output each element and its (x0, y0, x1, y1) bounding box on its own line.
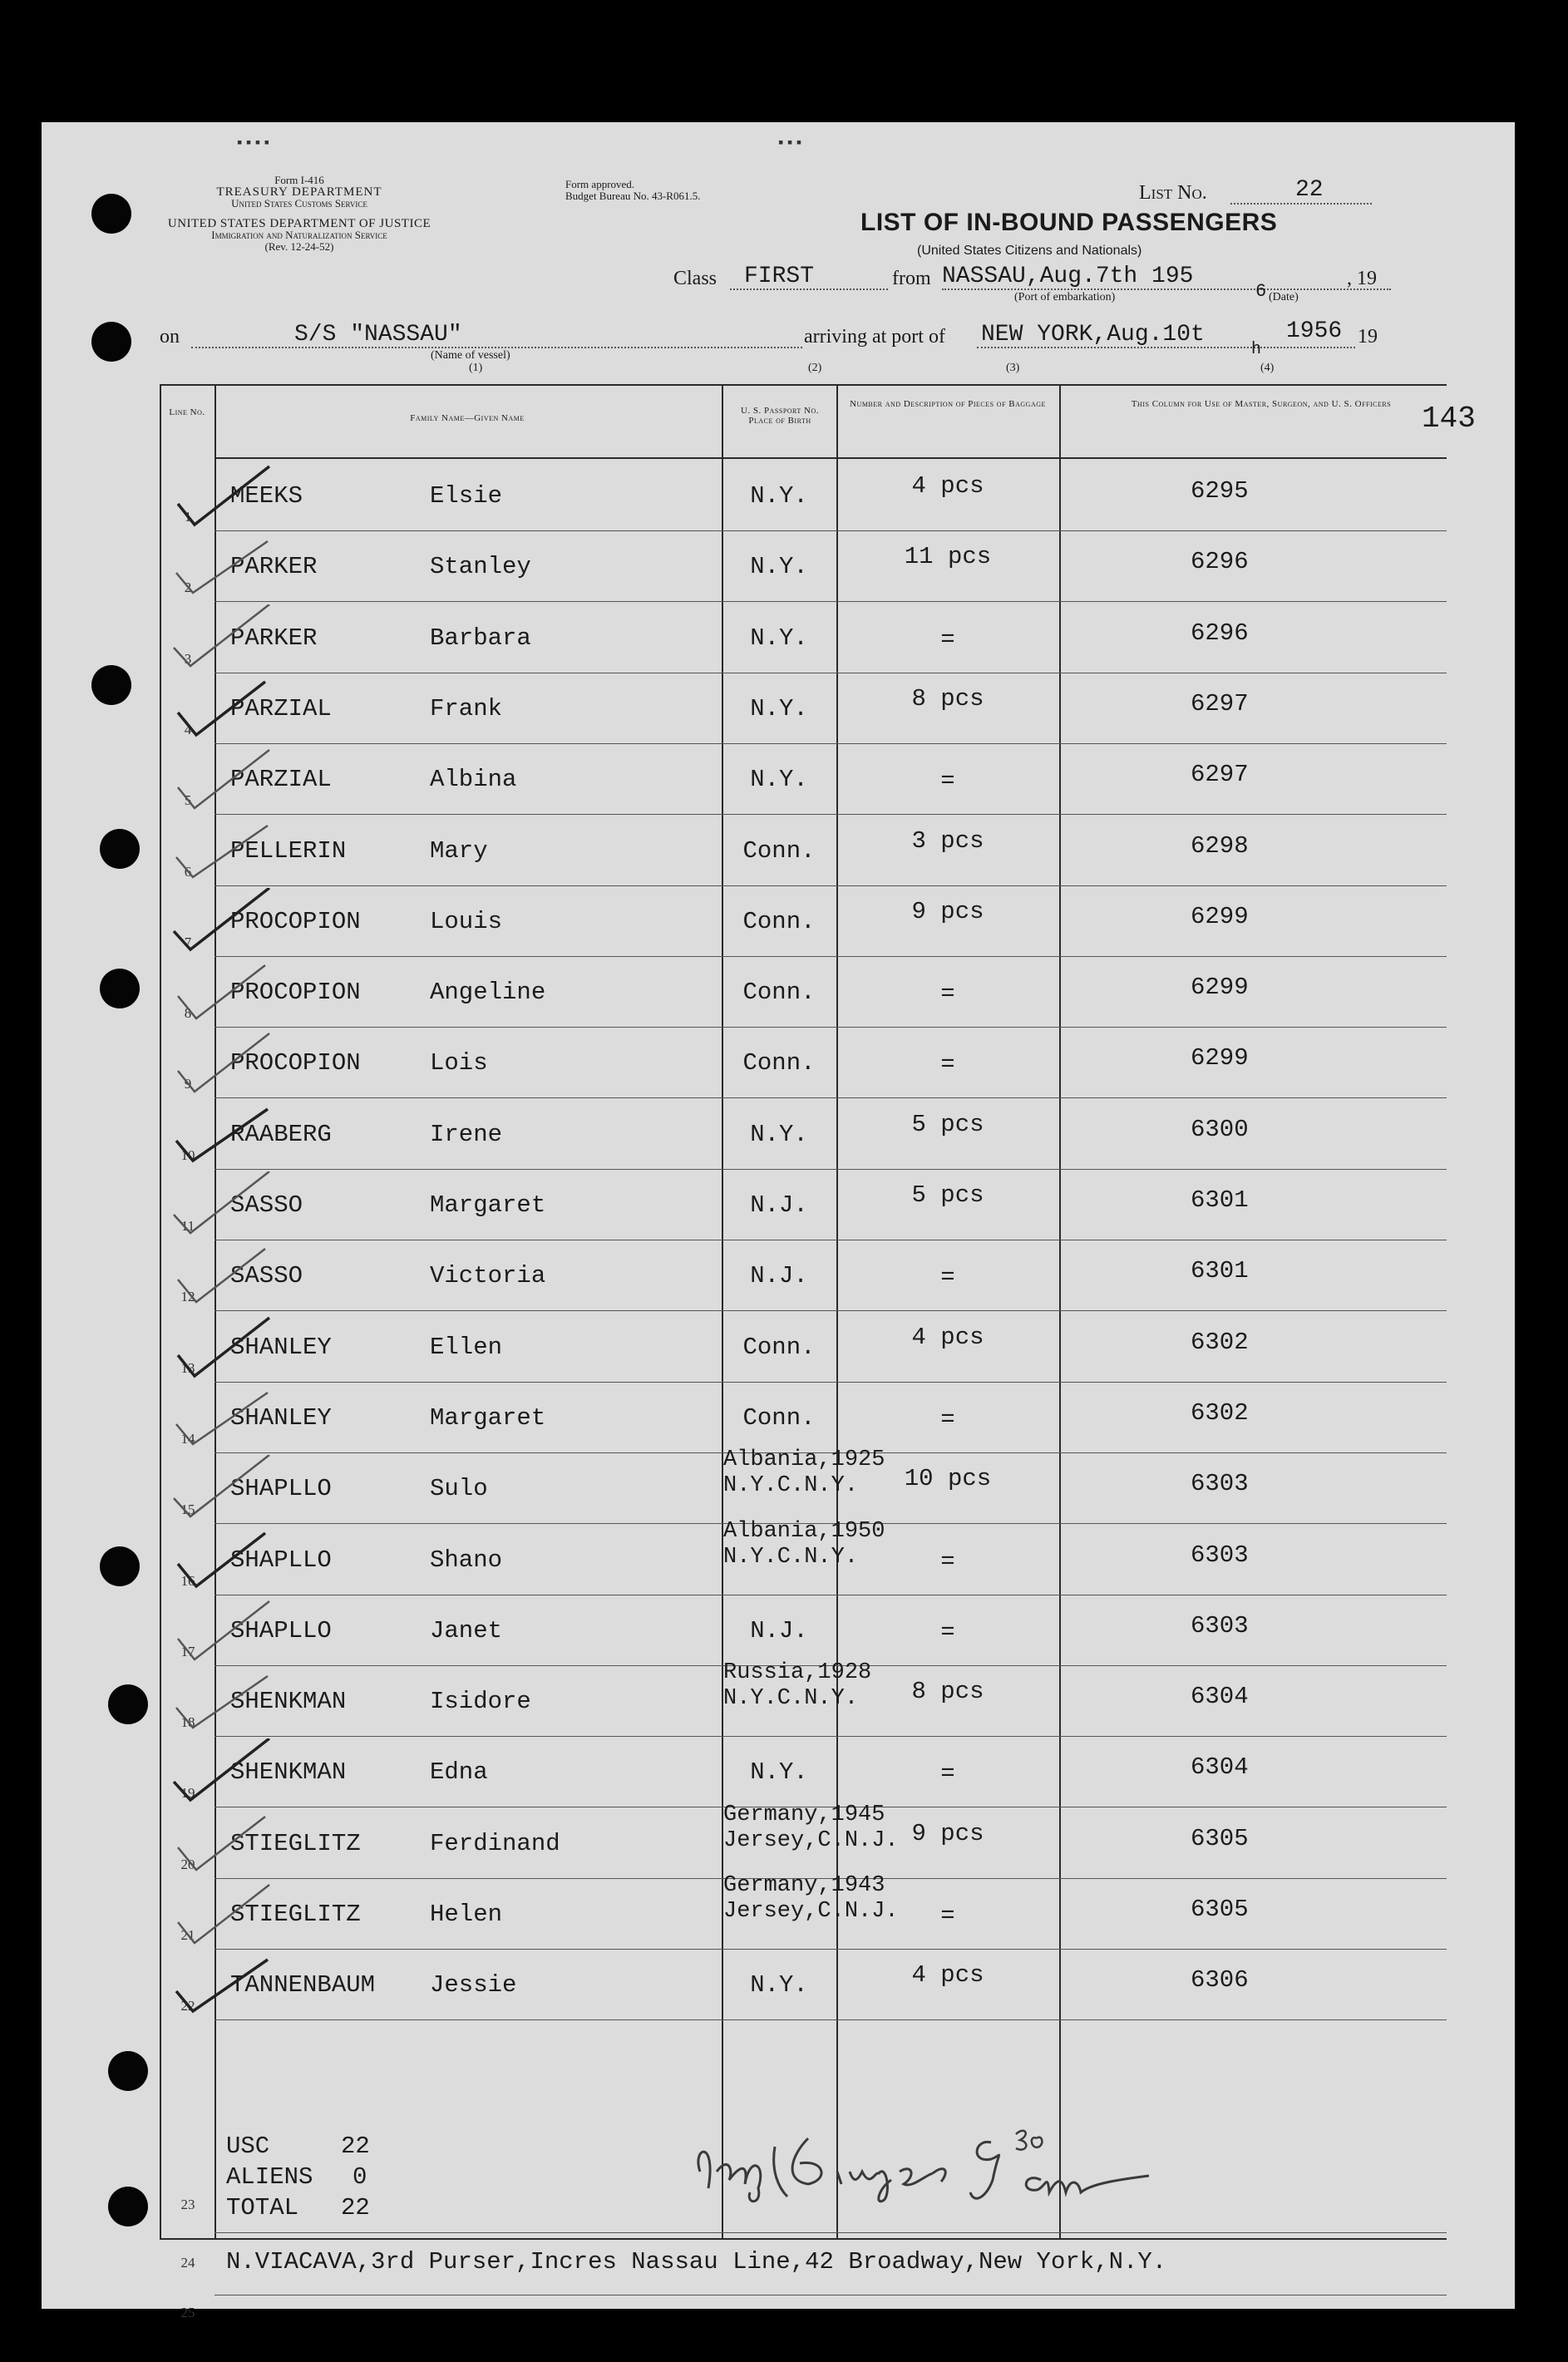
arrival-year: 1956 (1286, 318, 1343, 344)
birth-place: N.Y. (750, 694, 808, 722)
arrival-h: h (1251, 340, 1262, 359)
given-name: Angeline (430, 979, 546, 1007)
check-mark (170, 1242, 294, 1309)
aliens-label: ALIENS (226, 2163, 313, 2191)
line-number: 14 (180, 1430, 195, 1447)
justice-dept: UNITED STATES DEPARTMENT OF JUSTICE (167, 217, 431, 230)
punch-hole (100, 969, 140, 1008)
table-row (160, 673, 1447, 744)
usc-count: 22 (341, 2133, 370, 2160)
class-value: FIRST (744, 264, 815, 289)
birth-place: Germany,1943 (723, 1873, 885, 1898)
check-mark (170, 462, 294, 529)
header-officers: This Column for Use of Master, Surgeon, and U. S. Officers (1131, 399, 1392, 409)
from-value: NASSAU,Aug.7th 195 (942, 264, 1194, 289)
baggage: 5 pcs (911, 1181, 984, 1209)
check-mark (170, 1668, 294, 1734)
baggage: 4 pcs (911, 1323, 984, 1351)
baggage: = (940, 1547, 955, 1575)
line-number: 8 (184, 1005, 192, 1022)
officer-number: 6295 (1191, 477, 1249, 505)
family-name: TANNENBAUM (230, 1971, 376, 2000)
birth-place: N.J. (750, 1616, 808, 1645)
check-mark (170, 1455, 294, 1521)
check-mark (170, 1951, 294, 2018)
punch-hole (108, 1684, 148, 1724)
given-name: Helen (430, 1901, 503, 1928)
passenger-table (160, 384, 1447, 2320)
baggage: 9 pcs (911, 1819, 984, 1847)
officer-number: 6302 (1191, 1328, 1249, 1356)
punch-hole (108, 2187, 148, 2226)
line-number: 11 (180, 1218, 195, 1234)
arrival-port-date: NEW YORK,Aug.10t (981, 322, 1205, 348)
table-row (160, 531, 1447, 602)
list-no-rule (1230, 203, 1372, 205)
officer-number: 6301 (1191, 1186, 1249, 1214)
officer-number: 6304 (1191, 1683, 1249, 1711)
baggage: 5 pcs (911, 1110, 984, 1138)
date-caption: (Date) (1269, 291, 1299, 303)
header-line-no: Line No. (169, 407, 205, 417)
vessel-rule (191, 347, 802, 348)
given-name: Frank (430, 694, 503, 722)
officer-number: 6298 (1191, 831, 1249, 860)
line-number: 17 (180, 1643, 195, 1659)
row-rule (214, 2232, 1447, 2233)
from-year-label: , 19 (1347, 268, 1377, 289)
officer-number: 6301 (1191, 1257, 1249, 1285)
treasury-dept: TREASURY DEPARTMENT (216, 185, 382, 199)
line-number: 4 (184, 721, 192, 737)
officer-number: 6299 (1191, 974, 1249, 1002)
given-name: Shano (430, 1546, 503, 1574)
officer-number: 6302 (1191, 1398, 1249, 1427)
arriving-label: arriving at port of (804, 326, 945, 348)
check-mark (170, 817, 294, 884)
family-name: SHAPLLO (230, 1546, 332, 1574)
family-name: PARZIAL (230, 766, 332, 794)
from-label: from (892, 268, 931, 289)
table-top-rule (160, 384, 1447, 386)
line-number: 15 (180, 1502, 195, 1518)
officer-number: 6304 (1191, 1753, 1249, 1782)
baggage: 4 pcs (911, 1961, 984, 1990)
baggage: = (940, 1618, 955, 1646)
form-approved (565, 179, 700, 202)
birth-place: N.Y. (750, 766, 808, 794)
revision: (Rev. 12-24-52) (264, 240, 334, 253)
given-name: Lois (430, 1049, 488, 1077)
birth-place: N.Y. (750, 1758, 808, 1787)
on-label: on (160, 326, 180, 348)
given-name: Barbara (430, 624, 531, 652)
given-name: Ferdinand (430, 1829, 560, 1857)
given-name: Victoria (430, 1262, 546, 1290)
birth-place: Conn. (742, 907, 816, 935)
punch-hole (108, 2051, 148, 2091)
table-row (160, 1950, 1447, 2020)
birth-place: Conn. (742, 836, 816, 865)
punch-hole (91, 322, 131, 362)
birth-place-line2: Jersey,C.N.J. (723, 1899, 899, 1924)
total-count: 22 (341, 2194, 370, 2221)
line-number: 21 (180, 1927, 195, 1943)
birth-place: N.Y. (750, 1120, 808, 1148)
col-ref-4: (4) (1260, 362, 1275, 374)
table-row (160, 1028, 1447, 1098)
baggage: = (940, 1405, 955, 1433)
check-mark (170, 604, 294, 671)
line-number: 5 (184, 792, 192, 809)
given-name: Jessie (430, 1971, 517, 2000)
birth-place-line2: N.Y.C.N.Y. (723, 1544, 859, 1570)
birth-place: Conn. (742, 1403, 816, 1432)
birth-place-line2: Jersey,C.N.J. (723, 1827, 899, 1853)
family-name: RAABERG (230, 1120, 332, 1148)
budget-text: Budget Bureau No. 43-R061.5. (565, 190, 701, 202)
officer-number: 6300 (1191, 1115, 1249, 1143)
table-row (160, 1240, 1447, 1311)
birth-place-line2: N.Y.C.N.Y. (723, 1686, 859, 1712)
inspector-signature (683, 2113, 1149, 2213)
table-row (160, 1518, 1447, 1595)
officer-number: 6305 (1191, 1896, 1249, 1923)
check-mark (170, 1101, 294, 1167)
family-name: SHAPLLO (230, 1616, 332, 1645)
header-passport: U. S. Passport No. Place of Birth (740, 406, 820, 426)
family-name: SHANLEY (230, 1403, 332, 1432)
table-row (160, 1737, 1447, 1807)
family-name: PELLERIN (230, 836, 347, 865)
birth-place: N.Y. (750, 1971, 808, 2000)
table-row (160, 1802, 1447, 1879)
baggage: = (940, 1902, 955, 1930)
punch-hole (100, 1546, 140, 1586)
customs-service: United States Customs Service (231, 197, 367, 210)
given-name: Albina (430, 766, 517, 794)
birth-place: N.Y. (750, 482, 808, 510)
table-row (160, 1383, 1447, 1453)
officer-number: 6306 (1191, 1966, 1249, 1995)
punch-hole (100, 829, 140, 869)
manifest-page (42, 122, 1515, 2320)
class-label: Class (673, 268, 717, 289)
table-bottom-rule (160, 2238, 1447, 2240)
family-name: PROCOPION (230, 1049, 361, 1077)
table-row (160, 957, 1447, 1028)
check-mark (170, 1597, 294, 1664)
baggage: 10 pcs (904, 1465, 992, 1493)
line-number: 7 (184, 934, 192, 950)
vessel-caption: (Name of vessel) (431, 349, 510, 362)
baggage: = (940, 1051, 955, 1079)
given-name: Louis (430, 907, 503, 935)
arrival-year-label: 19 (1358, 326, 1378, 348)
birth-place: Conn. (742, 979, 816, 1007)
given-name: Elsie (430, 482, 503, 510)
line-number: 2 (184, 579, 192, 596)
officer-number: 6303 (1191, 1611, 1249, 1640)
officer-number: 6297 (1191, 761, 1249, 789)
from-year-suffix: 6 (1255, 281, 1267, 302)
line-number: 16 (180, 1572, 195, 1589)
page-subtitle: (United States Citizens and Nationals) (917, 244, 1142, 258)
given-name: Irene (430, 1120, 503, 1148)
page-number: 143 (1422, 402, 1476, 436)
agency-block (150, 175, 449, 253)
baggage: 8 pcs (911, 684, 984, 713)
given-name: Mary (430, 836, 488, 865)
baggage: 9 pcs (911, 897, 984, 925)
given-name: Stanley (430, 553, 531, 581)
check-mark (170, 746, 294, 812)
table-row (160, 1099, 1447, 1170)
officer-number: 6299 (1191, 902, 1249, 930)
approved-text: Form approved. (565, 178, 635, 190)
birth-place: Albania,1950 (723, 1518, 885, 1544)
check-mark (170, 533, 294, 599)
table-row (160, 1170, 1447, 1240)
officer-number: 6296 (1191, 548, 1249, 576)
baggage: = (940, 1264, 955, 1292)
line-number: 22 (180, 1998, 195, 2014)
line-number: 24 (180, 2255, 195, 2271)
check-mark (170, 888, 294, 954)
punch-hole (91, 194, 131, 234)
check-mark (170, 1314, 294, 1380)
baggage: 11 pcs (904, 543, 992, 571)
baggage: 4 pcs (911, 472, 984, 500)
check-mark (170, 1171, 294, 1238)
given-name: Sulo (430, 1475, 488, 1503)
birth-place: Albania,1925 (723, 1447, 885, 1473)
table-row (160, 1447, 1447, 1524)
table-row (160, 603, 1447, 673)
table-row (160, 886, 1447, 957)
ins-service: Immigration and Naturalization Service (211, 229, 387, 241)
line-number: 20 (180, 1856, 195, 1872)
form-number: Form I-416 (274, 174, 324, 186)
family-name: PROCOPION (230, 979, 361, 1007)
line-number: 23 (180, 2197, 195, 2212)
top-marks: ▪ ▪ ▪ ▪ ▪ ▪ ▪ (237, 134, 802, 150)
officer-number: 6305 (1191, 1824, 1249, 1852)
given-name: Margaret (430, 1191, 546, 1219)
family-name: SHENKMAN (230, 1688, 347, 1716)
page-title: LIST OF IN-BOUND PASSENGERS (860, 209, 1278, 236)
given-name: Ellen (430, 1333, 503, 1361)
aliens-count: 0 (353, 2163, 367, 2191)
table-row (160, 744, 1447, 815)
baggage: 8 pcs (911, 1678, 984, 1706)
line-number: 10 (180, 1146, 195, 1163)
table-row (160, 1595, 1447, 1666)
line-number: 12 (180, 1289, 195, 1305)
purser-line: N.VIACAVA,3rd Purser,Incres Nassau Line,42 Broadway,New York,N.Y. (226, 2248, 1167, 2276)
header-name: Family Name—Given Name (410, 413, 525, 423)
birth-place: Germany,1945 (723, 1802, 885, 1827)
line-number: 3 (184, 650, 192, 667)
table-row (160, 1873, 1447, 1950)
table-row (160, 461, 1447, 531)
family-name: PARKER (230, 624, 318, 652)
given-name: Margaret (430, 1403, 546, 1432)
family-name: PARKER (230, 553, 318, 581)
family-name: PARZIAL (230, 694, 332, 722)
family-name: SASSO (230, 1191, 303, 1219)
baggage: = (940, 1760, 955, 1788)
given-name: Isidore (430, 1688, 531, 1716)
line-number: 1 (184, 509, 192, 525)
list-no-label: List No. (1139, 182, 1207, 204)
line-number: 13 (180, 1359, 195, 1376)
check-mark (170, 1738, 294, 1805)
family-name: STIEGLITZ (230, 1829, 361, 1857)
baggage: = (940, 767, 955, 796)
check-mark (170, 1881, 294, 1947)
birth-place: Conn. (742, 1333, 816, 1361)
row-rule (214, 2019, 1447, 2020)
officer-number: 6297 (1191, 689, 1249, 717)
baggage: 3 pcs (911, 826, 984, 855)
table-row (160, 816, 1447, 886)
line-number: 18 (180, 1714, 195, 1731)
officer-number: 6303 (1191, 1470, 1249, 1498)
check-mark (170, 675, 294, 742)
given-name: Janet (430, 1616, 503, 1645)
given-name: Edna (430, 1758, 488, 1787)
header-baggage: Number and Description of Pieces of Baggage (850, 399, 1046, 409)
family-name: SHANLEY (230, 1333, 332, 1361)
line-number: 25 (180, 2305, 195, 2320)
officer-number: 6303 (1191, 1541, 1249, 1569)
col-ref-3: (3) (1006, 362, 1020, 374)
check-mark (170, 1810, 294, 1876)
family-name: MEEKS (230, 482, 303, 510)
total-label: TOTAL (226, 2194, 299, 2221)
birth-place: N.Y. (750, 553, 808, 581)
col-ref-1: (1) (469, 362, 483, 374)
officer-number: 6299 (1191, 1044, 1249, 1073)
family-name: SHAPLLO (230, 1475, 332, 1503)
vessel-name: S/S "NASSAU" (294, 322, 462, 348)
birth-place: N.Y. (750, 624, 808, 652)
baggage: = (940, 625, 955, 653)
port-caption: (Port of embarkation) (1014, 291, 1116, 303)
line-number: 9 (184, 1076, 192, 1092)
signature-text: Insp Singer 9 30 am (683, 2113, 691, 2114)
header-rule (214, 457, 1447, 459)
col-ref-2: (2) (808, 362, 822, 374)
family-name: PROCOPION (230, 907, 361, 935)
birth-place: N.J. (750, 1262, 808, 1290)
check-mark (170, 1384, 294, 1451)
birth-place: Russia,1928 (723, 1660, 872, 1686)
check-mark (170, 1029, 294, 1096)
officer-number: 6296 (1191, 619, 1249, 647)
line-number: 6 (184, 863, 192, 880)
birth-place: N.J. (750, 1191, 808, 1219)
table-row (160, 1660, 1447, 1737)
table-row (160, 1312, 1447, 1383)
birth-place-line2: N.Y.C.N.Y. (723, 1473, 859, 1499)
family-name: SASSO (230, 1262, 303, 1290)
family-name: SHENKMAN (230, 1758, 347, 1787)
birth-place: Conn. (742, 1049, 816, 1077)
check-mark (170, 1526, 294, 1593)
list-no-value: 22 (1295, 177, 1324, 203)
check-mark (170, 959, 294, 1025)
line-number: 19 (180, 1785, 195, 1802)
baggage: = (940, 980, 955, 1008)
family-name: STIEGLITZ (230, 1901, 361, 1928)
usc-label: USC (226, 2133, 270, 2160)
punch-hole (91, 665, 131, 705)
